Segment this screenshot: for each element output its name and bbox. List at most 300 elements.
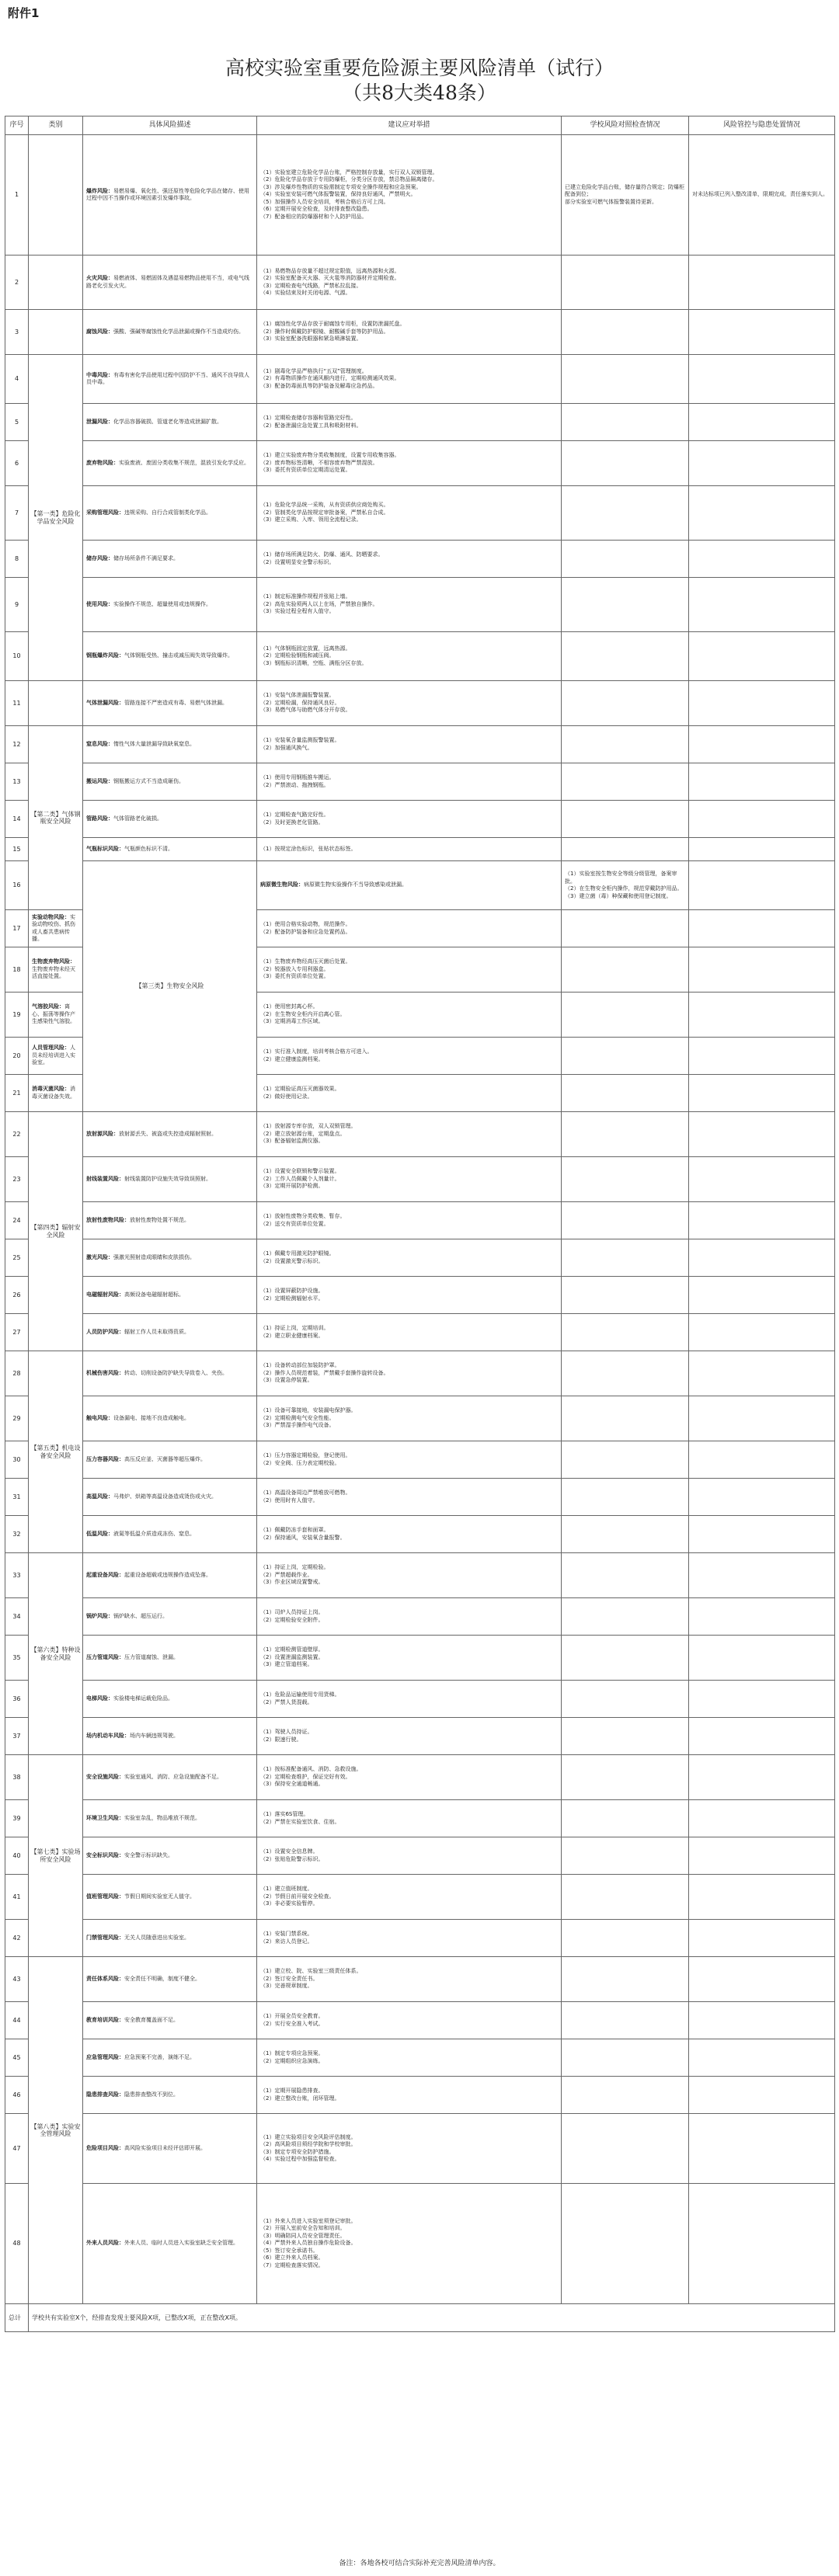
row-check-status xyxy=(562,1396,689,1441)
row-check-status xyxy=(562,1636,689,1681)
row-description xyxy=(83,578,257,632)
row-check-status xyxy=(562,486,689,541)
risk-text: 易燃液体、易燃固体及遇湿易燃物品使用不当，或电气线路老化引发火灾。 xyxy=(86,275,249,289)
row-number: 22 xyxy=(5,1112,29,1157)
subtitle-line: （共8大类48条） xyxy=(343,82,496,104)
risk-text: 高风险实验项目未经评估即开展。 xyxy=(124,2144,206,2151)
row-number: 31 xyxy=(5,1479,29,1516)
row-number: 38 xyxy=(5,1755,29,1800)
table-row xyxy=(5,135,835,256)
row-check-status xyxy=(562,256,689,310)
row-measures: （1）实验室建立危险化学品台账，严格控制存放量，实行双人双锁管理。 （2）危险化学品存放于专用防爆柜，分类分区存放，禁忌物品隔离储存。 （3）涉及爆炸性物质的实验需制定专项安全操作规程和应急预案。 （4）实验室安装可燃气体报警装置，保持良好通风，严禁明火。 （5）加强操作人员安全培训，考核合格后方可上岗。 （6）定期开展安全检查，及时排查整改隐患。 （7）配备相应的防爆器材和个人防护用品。 xyxy=(257,135,562,256)
row-measures: （1）使用密封离心杯。 （2）在生物安全柜内开启离心管。 （3）定期消毒工作区域。 xyxy=(257,993,562,1038)
row-measures: （1）定期检查气路完好性。 （2）及时更换老化管路。 xyxy=(257,801,562,838)
row-description xyxy=(83,1516,257,1553)
row-description xyxy=(83,1681,257,1718)
row-description xyxy=(83,1837,257,1875)
row-description xyxy=(83,1239,257,1277)
header-measures: 建议应对举措 xyxy=(257,116,562,135)
row-control-status xyxy=(689,801,835,838)
risk-label: 腐蚀风险： xyxy=(86,328,113,335)
risk-text: 场内车辆违规驾驶。 xyxy=(130,1732,179,1739)
risk-text: 储存场所条件不满足要求。 xyxy=(113,554,179,561)
row-check-status xyxy=(562,541,689,578)
row-control-status xyxy=(689,1351,835,1396)
row-number: 41 xyxy=(5,1875,29,1920)
row-description xyxy=(83,1277,257,1314)
row-check-status xyxy=(562,1875,689,1920)
table-row xyxy=(5,2002,835,2039)
risk-text: 安全教育覆盖面不足。 xyxy=(124,2016,179,2023)
table-row xyxy=(5,1277,835,1314)
row-description xyxy=(83,1800,257,1837)
row-measures: （1）安装氧含量监测报警装置。 （2）加强通风换气。 xyxy=(257,726,562,763)
table-row xyxy=(5,1157,835,1202)
table-row xyxy=(5,1441,835,1479)
row-category: 【第八类】实验安全管理风险 xyxy=(29,1957,83,2304)
risk-label: 病原微生物风险： xyxy=(260,881,304,888)
risk-text: 实验室杂乱，物品堆放不规范。 xyxy=(124,1814,200,1821)
row-number: 10 xyxy=(5,632,29,681)
row-measures: （1）设置安全信息牌。 （2）张贴危险警示标识。 xyxy=(257,1837,562,1875)
row-number: 29 xyxy=(5,1396,29,1441)
row-description xyxy=(83,1351,257,1396)
table-row xyxy=(5,1314,835,1351)
row-control-status xyxy=(689,726,835,763)
row-description xyxy=(83,1553,257,1598)
row-control-status xyxy=(689,1875,835,1920)
row-description xyxy=(83,1875,257,1920)
table-row xyxy=(5,1800,835,1837)
risk-text: 高压反应釜、灭菌器等超压爆炸。 xyxy=(124,1455,206,1462)
table-row xyxy=(5,801,835,838)
risk-label: 泄漏风险： xyxy=(86,418,113,425)
row-check-status xyxy=(562,578,689,632)
row-category: 【第五类】机电设备安全风险 xyxy=(29,1351,83,1553)
row-number: 9 xyxy=(5,578,29,632)
risk-label: 废弃物风险： xyxy=(86,459,119,466)
table-row xyxy=(5,838,835,861)
table-row xyxy=(5,1516,835,1553)
row-check-status xyxy=(562,1351,689,1396)
row-category: 【第三类】生物安全风险 xyxy=(83,861,257,1112)
row-control-status xyxy=(689,2039,835,2077)
row-measures: （1）压力容器定期检验，登记使用。 （2）安全阀、压力表定期校验。 xyxy=(257,1441,562,1479)
risk-text: 液氮等低温介质造成冻伤、窒息。 xyxy=(113,1530,195,1537)
row-number: 7 xyxy=(5,486,29,541)
row-measures: （1）建立校、院、实验室三级责任体系。 （2）签订安全责任书。 （3）完善规章制度。 xyxy=(257,1957,562,2002)
risk-label: 安全设施风险： xyxy=(86,1773,124,1780)
row-check-status xyxy=(562,1598,689,1636)
row-description xyxy=(83,404,257,441)
risk-label: 电梯风险： xyxy=(86,1695,113,1702)
table-row xyxy=(5,256,835,310)
row-check-status xyxy=(562,910,689,947)
row-description xyxy=(83,1202,257,1239)
table-row xyxy=(5,2184,835,2304)
risk-label: 机械伤害风险： xyxy=(86,1369,124,1376)
row-control-status xyxy=(689,1553,835,1598)
row-check-status xyxy=(562,355,689,404)
row-description xyxy=(83,486,257,541)
row-measures: （1）实验室按生物安全等级分级管理，备案审批。 （2）在生物安全柜内操作，规范穿戴防护用品。 （3）建立菌（毒）种保藏和使用登记制度。 xyxy=(562,861,689,910)
table-row xyxy=(5,2039,835,2077)
row-measures: （1）生物废弃物经高压灭菌后处置。 （2）锐器放入专用利器盒。 （3）委托有资质单位处置。 xyxy=(257,947,562,993)
row-number: 13 xyxy=(5,763,29,801)
risk-text: 气体管路老化破损。 xyxy=(113,815,162,822)
row-check-status xyxy=(562,2184,689,2304)
row-control-status xyxy=(689,993,835,1038)
row-check-status xyxy=(562,2039,689,2077)
table-row xyxy=(5,1396,835,1441)
row-control-status xyxy=(689,2184,835,2304)
table-row xyxy=(5,486,835,541)
row-measures: （1）易燃物品存放量不超过规定限值，远离热源和火源。 （2）实验室配备灭火器、灭火毯等消防器材并定期检查。 （3）定期检查电气线路，严禁私拉乱接。 （4）实验结束及时关闭电源、气源。 xyxy=(257,256,562,310)
row-number: 25 xyxy=(5,1239,29,1277)
row-measures: （1）开展全员安全教育。 （2）实行安全准入考试。 xyxy=(257,2002,562,2039)
row-number: 23 xyxy=(5,1157,29,1202)
row-measures: （1）安装门禁系统。 （2）来访人员登记。 xyxy=(257,1920,562,1957)
risk-label: 压力管道风险： xyxy=(86,1653,124,1660)
row-number: 20 xyxy=(5,1038,29,1075)
row-control-status xyxy=(689,578,835,632)
row-number: 47 xyxy=(5,2114,29,2184)
title-line: 高校实验室重要危险源主要风险清单（试行） xyxy=(225,57,614,79)
row-measures: （1）腐蚀性化学品存放于耐腐蚀专用柜，设置防泄漏托盘。 （2）操作时佩戴防护眼镜、耐酸碱手套等防护用品。 （3）实验室配备洗眼器和紧急喷淋装置。 xyxy=(257,310,562,355)
row-description xyxy=(83,1314,257,1351)
row-number: 48 xyxy=(5,2184,29,2304)
risk-label: 责任体系风险： xyxy=(86,1975,124,1982)
row-check-status xyxy=(562,2114,689,2184)
table-row xyxy=(5,1875,835,1920)
row-control-status xyxy=(689,910,835,947)
row-measures: （1）外来人员进入实验室须登记审批。 （2）开展入室前安全告知和培训。 （3）明确陪同人员安全管理责任。 （4）严禁外来人员独自操作危险设备。 （5）签订安全承诺书。 （6）建立外来人员档案。 （7）定期检查落实情况。 xyxy=(257,2184,562,2304)
row-check-status xyxy=(562,441,689,486)
row-check-status xyxy=(562,1957,689,2002)
total-row xyxy=(5,2304,835,2332)
risk-text: 生物废弃物未经灭活直接处置。 xyxy=(32,965,75,980)
table-row xyxy=(5,681,835,726)
row-control-status: 对未达标项已列入整改清单，限期完成，责任落实到人。 xyxy=(689,135,835,256)
risk-label: 低温风险： xyxy=(86,1530,113,1537)
risk-label: 射线装置风险： xyxy=(86,1175,124,1182)
row-check-status xyxy=(689,861,835,910)
row-number: 19 xyxy=(5,993,29,1038)
row-description xyxy=(29,947,83,993)
risk-label: 窒息风险： xyxy=(86,740,113,747)
row-measures: （1）放射性废物分类收集、暂存。 （2）送交有资质单位处置。 xyxy=(257,1202,562,1239)
row-check-status xyxy=(562,1837,689,1875)
row-number: 27 xyxy=(5,1314,29,1351)
row-control-status xyxy=(689,256,835,310)
row-number: 35 xyxy=(5,1636,29,1681)
row-number: 30 xyxy=(5,1441,29,1479)
row-measures: （1）储存场所满足防火、防爆、通风、防晒要求。 （2）设置明显安全警示标识。 xyxy=(257,541,562,578)
row-control-status xyxy=(689,441,835,486)
risk-label: 生物废弃物风险： xyxy=(32,958,75,965)
table-row xyxy=(5,726,835,763)
row-check-status xyxy=(562,726,689,763)
table-row xyxy=(5,1479,835,1516)
attachment-label: 附件1 xyxy=(8,6,40,20)
risk-text: 应急预案不完善，演练不足。 xyxy=(124,2053,195,2060)
total-label: 总计 xyxy=(5,2304,29,2332)
table-row xyxy=(5,1681,835,1718)
table-row xyxy=(5,541,835,578)
document-title xyxy=(0,56,839,106)
row-measures: （1）建立实验废弃物分类收集制度，设置专用收集容器。 （2）废弃物标签清晰，不相容废弃物严禁混放。 （3）委托有资质单位定期清运处置。 xyxy=(257,441,562,486)
row-measures: （1）驾驶人员持证。 （2）限速行驶。 xyxy=(257,1718,562,1755)
row-description xyxy=(83,256,257,310)
table-row xyxy=(5,1112,835,1157)
row-category: 【第四类】辐射安全风险 xyxy=(29,1112,83,1351)
row-description xyxy=(83,1112,257,1157)
row-number: 11 xyxy=(5,681,29,726)
row-number: 24 xyxy=(5,1202,29,1239)
row-measures: （1）建立实验项目安全风险评估制度。 （2）高风险项目须经学院和学校审批。 （3）制定专项安全防护措施。 （4）实验过程中加强监督检查。 xyxy=(257,2114,562,2184)
risk-label: 激光风险： xyxy=(86,1253,113,1260)
risk-text: 气体钢瓶受热、撞击或减压阀失效导致爆炸。 xyxy=(124,652,233,659)
row-measures: （1）持证上岗，定期检验。 （2）严禁超载作业。 （3）作业区域设置警戒。 xyxy=(257,1553,562,1598)
row-control-status xyxy=(689,541,835,578)
row-category: 【第七类】实验场所安全风险 xyxy=(29,1755,83,1957)
risk-text: 化学品容器破损、管道老化等造成泄漏扩散。 xyxy=(113,418,222,425)
row-control-status xyxy=(689,1239,835,1277)
risk-label: 锅炉风险： xyxy=(86,1612,113,1619)
table-row xyxy=(5,861,835,910)
row-control-status xyxy=(689,1277,835,1314)
row-measures: （1）定期检查储存容器和管路完好性。 （2）配备泄漏应急处置工具和吸附材料。 xyxy=(257,404,562,441)
row-description xyxy=(83,1598,257,1636)
risk-text: 节假日期间实验室无人值守。 xyxy=(124,1893,195,1900)
table-row xyxy=(5,441,835,486)
row-check-status xyxy=(562,1314,689,1351)
row-control-status xyxy=(689,1112,835,1157)
row-check-status xyxy=(562,1516,689,1553)
row-measures: （1）放射源专库存放，双人双锁管理。 （2）建立放射源台账，定期盘点。 （3）配备辐射监测仪器。 xyxy=(257,1112,562,1157)
risk-text: 安全警示标识缺失。 xyxy=(124,1851,173,1858)
row-category-empty xyxy=(29,135,83,256)
row-measures: （1）设备转动部位加装防护罩。 （2）操作人员规范着装，严禁戴手套操作旋转设备。 （3）设置急停装置。 xyxy=(257,1351,562,1396)
risk-label: 采购管理风险： xyxy=(86,509,124,516)
footnote: 备注：各地各校可结合实际补充完善风险清单内容。 xyxy=(339,2560,500,2567)
row-check-status xyxy=(562,1718,689,1755)
row-category-empty xyxy=(29,681,83,726)
table-row xyxy=(5,1239,835,1277)
table-row xyxy=(5,1957,835,2002)
risk-text: 气瓶颜色标识不清。 xyxy=(124,845,173,852)
row-description xyxy=(83,1157,257,1202)
row-measures: （1）佩戴专用激光防护眼镜。 （2）设置激光警示标识。 xyxy=(257,1239,562,1277)
risk-label: 教育培训风险： xyxy=(86,2016,124,2023)
risk-text: 设备漏电、接地不良造成触电。 xyxy=(113,1414,190,1421)
row-category: 【第六类】特种设备安全风险 xyxy=(29,1553,83,1755)
total-text: 学校共有实验室X个，经排查发现主要风险X项，已整改X项，正在整改X项。 xyxy=(29,2304,835,2332)
risk-label: 气体泄漏风险： xyxy=(86,699,124,706)
risk-label: 门禁管理风险： xyxy=(86,1934,124,1941)
row-description xyxy=(83,441,257,486)
risk-label: 放射源风险： xyxy=(86,1130,119,1137)
row-description xyxy=(83,2039,257,2077)
risk-text: 高频设备电磁辐射超标。 xyxy=(124,1291,184,1298)
row-measures: （1）制定专项应急预案。 （2）定期组织应急演练。 xyxy=(257,2039,562,2077)
header-description: 具体风险描述 xyxy=(83,116,257,135)
risk-text: 管路连接不严密造成有毒、易燃气体泄漏。 xyxy=(124,699,228,706)
row-number: 33 xyxy=(5,1553,29,1598)
row-description xyxy=(83,541,257,578)
row-measures: （1）持证上岗，定期培训。 （2）建立职业健康档案。 xyxy=(257,1314,562,1351)
row-check-status xyxy=(562,1441,689,1479)
row-description xyxy=(83,1441,257,1479)
risk-text: 放射性废物处置不规范。 xyxy=(130,1216,190,1223)
row-number: 21 xyxy=(5,1075,29,1112)
row-number: 3 xyxy=(5,310,29,355)
row-check-status xyxy=(562,2077,689,2114)
row-description xyxy=(83,1920,257,1957)
row-number: 37 xyxy=(5,1718,29,1755)
row-check-status xyxy=(562,681,689,726)
risk-label: 起重设备风险： xyxy=(86,1571,124,1578)
row-number: 28 xyxy=(5,1351,29,1396)
risk-text: 有毒有害化学品使用过程中因防护不当、通风不良导致人员中毒。 xyxy=(86,371,249,385)
row-measures: （1）气体钢瓶固定放置，远离热源。 （2）定期检验钢瓶和减压阀。 （3）钢瓶标识清晰，空瓶、满瓶分区存放。 xyxy=(257,632,562,681)
row-control-status xyxy=(689,1800,835,1837)
row-number: 26 xyxy=(5,1277,29,1314)
row-control-status xyxy=(689,1038,835,1075)
row-measures: （1）危险品运输使用专用货梯。 （2）严禁人货混载。 xyxy=(257,1681,562,1718)
risk-label: 储存风险： xyxy=(86,554,113,561)
risk-text: 违规采购、自行合成管制类化学品。 xyxy=(124,509,211,516)
row-control-status xyxy=(689,2114,835,2184)
risk-label: 使用风险： xyxy=(86,600,113,607)
risk-label: 气瓶标识风险： xyxy=(86,845,124,852)
row-number: 6 xyxy=(5,441,29,486)
row-measures: （1）佩戴防冻手套和面罩。 （2）保持通风，安装氧含量报警。 xyxy=(257,1516,562,1553)
header-check: 学校风险对照检查情况 xyxy=(562,116,689,135)
row-check-status xyxy=(562,993,689,1038)
row-description xyxy=(29,993,83,1038)
row-number: 2 xyxy=(5,256,29,310)
row-description xyxy=(83,1636,257,1681)
table-row xyxy=(5,2077,835,2114)
row-control-status xyxy=(689,2077,835,2114)
row-check-status xyxy=(562,2002,689,2039)
row-description xyxy=(83,1479,257,1516)
row-number: 36 xyxy=(5,1681,29,1718)
row-category-empty xyxy=(29,256,83,310)
row-measures: （1）建立值班制度。 （2）节假日前开展安全检查。 （3）非必要实验暂停。 xyxy=(257,1875,562,1920)
risk-label: 实验动物风险： xyxy=(32,913,70,920)
row-check-status xyxy=(562,1112,689,1157)
row-description xyxy=(83,1755,257,1800)
row-measures: （1）危险化学品统一采购，从有资质供应商处购买。 （2）管制类化学品按规定审批备案，严禁私自合成。 （3）建立采购、入库、领用全流程记录。 xyxy=(257,486,562,541)
row-description xyxy=(83,135,257,256)
row-description xyxy=(83,632,257,681)
row-control-status xyxy=(689,1314,835,1351)
risk-table xyxy=(5,116,835,2332)
risk-text: 起重设备超载或违规操作造成坠落。 xyxy=(124,1571,211,1578)
risk-text: 压力管道腐蚀、泄漏。 xyxy=(124,1653,179,1660)
row-check-status xyxy=(562,1239,689,1277)
row-check-status xyxy=(562,1038,689,1075)
row-check-status xyxy=(562,1553,689,1598)
risk-label: 隐患排查风险： xyxy=(86,2091,124,2098)
row-description xyxy=(83,838,257,861)
row-number: 8 xyxy=(5,541,29,578)
risk-text: 转动、切削设备防护缺失导致卷入、夹伤。 xyxy=(124,1369,228,1376)
row-number: 12 xyxy=(5,726,29,763)
row-description xyxy=(83,726,257,763)
row-number: 14 xyxy=(5,801,29,838)
row-description xyxy=(83,1957,257,2002)
risk-label: 人员管理风险： xyxy=(32,1045,70,1052)
risk-label: 高温风险： xyxy=(86,1493,113,1500)
row-number: 17 xyxy=(5,910,29,947)
row-description xyxy=(29,910,83,947)
row-measures: （1）司炉人员持证上岗。 （2）定期检验安全附件。 xyxy=(257,1598,562,1636)
risk-label: 管路风险： xyxy=(86,815,113,822)
table-row xyxy=(5,1636,835,1681)
table-row xyxy=(5,1920,835,1957)
row-category: 【第一类】危险化学品安全风险 xyxy=(29,355,83,681)
row-number: 46 xyxy=(5,2077,29,2114)
row-check-status xyxy=(562,1479,689,1516)
risk-label: 压力容器风险： xyxy=(86,1455,124,1462)
table-row xyxy=(5,1718,835,1755)
row-measures: （1）制定标准操作规程并张贴上墙。 （2）高危实验须两人以上在场，严禁独自操作。 （3）实验过程全程有人值守。 xyxy=(257,578,562,632)
table-row xyxy=(5,1755,835,1800)
risk-text: 实验操作不规范、超量使用或违规操作。 xyxy=(113,600,211,607)
table-row xyxy=(5,310,835,355)
risk-label: 触电风险： xyxy=(86,1414,113,1421)
risk-text: 易燃易爆、氧化性、强还原性等危险化学品在储存、使用过程中因不当操作或环境因素引发爆炸事故。 xyxy=(86,187,249,201)
row-number: 4 xyxy=(5,355,29,404)
row-control-status xyxy=(689,486,835,541)
row-description xyxy=(83,2184,257,2304)
row-check-status xyxy=(562,632,689,681)
row-control-status xyxy=(689,1920,835,1957)
row-check-status xyxy=(562,1920,689,1957)
row-measures: （1）使用专用钢瓶推车搬运。 （2）严禁滚动、拖拽钢瓶。 xyxy=(257,763,562,801)
row-control-status xyxy=(689,1681,835,1718)
row-category-empty xyxy=(29,310,83,355)
header-category: 类别 xyxy=(29,116,83,135)
row-number: 16 xyxy=(5,861,29,910)
row-number: 15 xyxy=(5,838,29,861)
row-check-status xyxy=(562,1157,689,1202)
row-control-status xyxy=(689,1157,835,1202)
risk-text: 实验楼电梯运载危险品。 xyxy=(113,1695,173,1702)
risk-text: 无关人员随意进出实验室。 xyxy=(124,1934,190,1941)
row-control-status xyxy=(689,838,835,861)
row-number: 42 xyxy=(5,1920,29,1957)
header-control: 风险管控与隐患处置情况 xyxy=(689,116,835,135)
row-check-status xyxy=(562,1202,689,1239)
row-description xyxy=(83,1718,257,1755)
table-row xyxy=(5,404,835,441)
row-number: 40 xyxy=(5,1837,29,1875)
row-control-status xyxy=(689,632,835,681)
row-check-status xyxy=(562,1681,689,1718)
row-check-status xyxy=(562,310,689,355)
row-measures: （1）定期开展隐患排查。 （2）建立整改台账，闭环管理。 xyxy=(257,2077,562,2114)
row-control-status xyxy=(689,404,835,441)
risk-label: 放射性废物风险： xyxy=(86,1216,130,1223)
risk-label: 消毒灭菌风险： xyxy=(32,1086,70,1092)
row-measures: （1）按规定涂色标识，张贴状态标签。 xyxy=(257,838,562,861)
risk-text: 放射源丢失、被盗或失控造成辐射照射。 xyxy=(119,1130,217,1137)
risk-label: 安全标识风险： xyxy=(86,1851,124,1858)
